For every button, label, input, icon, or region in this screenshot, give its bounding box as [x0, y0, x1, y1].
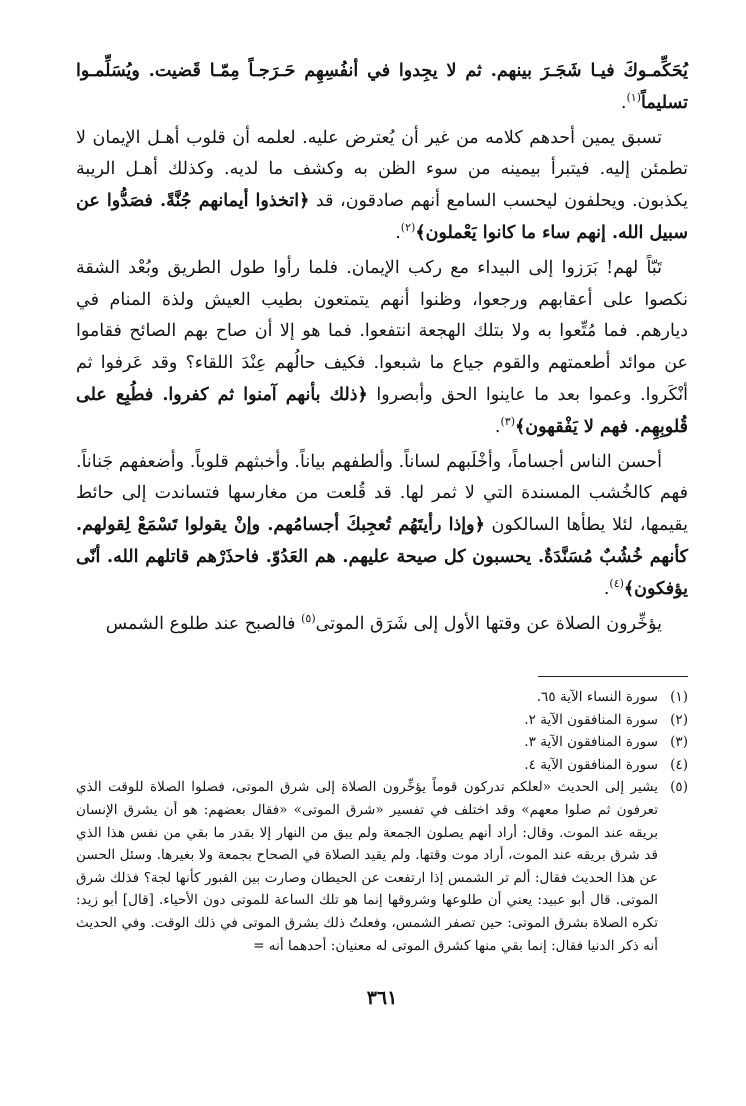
paragraph-2: تسبق يمين أحدهم كلامه من غير أن يُعترض عليه. لعلمه أن قلوب أهـل الإيمان لا تطمئن إليه. فيتبرأ بيمينه من سوء الظن به وكشف ما لديه. وكذلك أهـل الريبة يكذبون. ويحلفون ليحسب السامع أنهم صادقون، قد ﴿اتخذوا أيمانهم جُنَّةً. فصَدُّوا عن سبيل الله. إنهم ساء ما كانوا يَعْملون﴾$^{(٢)}$.: [76, 127, 688, 243]
paragraph-text: يؤخِّرون الصلاة عن وقتها الأول إلى شَرَق الموتى: [315, 613, 662, 634]
page-number: ٣٦١: [366, 987, 398, 1009]
footnote-divider: [538, 676, 688, 677]
quran-verse: ﴿ذلك بأنهم آمنوا ثم كفروا. فطُبِع على قُلوبِهِم. فهم لا يَفْقهون﴾: [76, 384, 688, 437]
footnote-number: (٤): [670, 756, 688, 773]
paragraph-3: تَبّاً لهم! بَرَزوا إلى البيداء مع ركب الإيمان. فلما رأوا طول الطريق وبُعْد الشقة نكصوا على أعقابهم ورجعوا، وظنوا أنهم يتمتعون بطيب العيش ولذة المنام في ديارهم. فما مُتِّعوا به ولا بتلك الهجعة انتفعوا. فما هو إلا أن صاح بهم الصائح فقاموا عن موائد أطعمتهم والقوم جياع ما شبعوا. فكيف حالُهم عِنْدَ اللقاء؟ وقد عَرفوا ثم أنْكَروا. وعموا بعد ما عاينوا الحق وأبصروا ﴿ذلك بأنهم آمنوا ثم كفروا. فطُبِع على قُلوبِهِم. فهم لا يَفْقهون﴾$^{(٣)}$.: [76, 257, 688, 437]
book-page: [76, 56, 688, 1056]
footnote-2: [76, 709, 688, 732]
paragraph-text: أحسن الناس أجساماً، وأخْلَبهم لساناً. وألطفهم بياناً. وأخبثهم قلوباً. وأضعفهم جَناناً. فهم كالخُشب المسندة التي لا ثمر لها. قد قُلعت من مغارسها فتساندت إلى حائط يقيمها، لئلا يطأها السالكون: [76, 451, 688, 536]
footnote-number: (١): [670, 689, 688, 705]
quran-verse: ﴿وإذا رأيتَهُم تُعجِبكَ أجسامُهم. وإنْ يقولوا تَسْمَعْ لِقولهم. كأنهم خُشُبٌ مُسَنَّدَةٌ. يحسبون كل صيحة عليهم. هم العَدُوّ. فاحذَرْهم قاتلهم الله. أنّى يؤفكون﴾: [76, 515, 688, 599]
paragraph-text: تَبّاً لهم! بَرَزوا إلى البيداء مع ركب الإيمان. فلما رأوا طول الطريق وبُعْد الشقة نكصوا على أعقابهم ورجعوا، وظنوا أنهم يتمتعون بطيب العيش ولذة المنام في ديارهم. فما مُتِّعوا به ولا بتلك الهجعة انتفعوا. فما هو إلا أن صاح بهم الصائح فقاموا عن موائد أطعمتهم والقوم جياع ما شبعوا. فكيف حالُهم عِنْدَ اللقاء؟ وقد عَرفوا ثم أنْكَروا. وعموا بعد ما عاينوا الحق وأبصروا: [76, 257, 688, 405]
footnote-text: سورة النساء الآية ٦٥.: [536, 689, 658, 705]
footnote-ref: (١): [626, 90, 641, 104]
footnote-text: سورة المنافقون الآية ٤.: [524, 756, 658, 773]
paragraph-text: تسبق يمين أحدهم كلامه من غير أن يُعترض عليه. لعلمه أن قلوب أهـل الإيمان لا تطمئن إليه. فيتبرأ بيمينه من سوء الظن به وكشف ما لديه. وكذلك أهـل الريبة يكذبون. ويحلفون ليحسب السامع أنهم صادقون، قد: [76, 127, 688, 212]
footnote-ref: (٢): [400, 221, 416, 235]
main-text: [76, 56, 688, 640]
quran-verse: يُحَكِّمـوكَ فيـا شَجَـرَ بينهم. ثم لا يجِدوا في أنفُسِهِم حَـرَجـاً مِمّـا قَضيت. ويُسَلِّمـوا تسليماً: [76, 61, 688, 113]
footnote-3: [76, 731, 688, 754]
footnotes: [76, 686, 688, 957]
footnote-ref: (٥): [301, 611, 316, 625]
paragraph-5: يؤخِّرون الصلاة عن وقتها الأول إلى شَرَق الموتى$^{(٥)}$ فالصبح عند طلوع الشمس: [105, 611, 662, 634]
footnote-ref: (٤): [609, 576, 624, 590]
footnote-number: (٥): [670, 779, 688, 796]
footnote-ref: (٣): [500, 414, 515, 428]
footnote-number: (٣): [670, 734, 688, 751]
paragraph-4: أحسن الناس أجساماً، وأخْلَبهم لساناً. وألطفهم بياناً. وأخبثهم قلوباً. وأضعفهم جَناناً. فهم كالخُشب المسندة التي لا ثمر لها. قد قُلعت من مغارسها فتساندت إلى حائط يقيمها، لئلا يطأها السالكون ﴿وإذا رأيتَهُم تُعجِبكَ أجسامُهم. وإنْ يقولوا تَسْمَعْ لِقولهم. كأنهم خُشُبٌ مُسَنَّدَةٌ. يحسبون كل صيحة عليهم. هم العَدُوّ. فاحذَرْهم قاتلهم الله. أنّى يؤفكون﴾$^{(٤)}$.: [76, 451, 688, 599]
footnote-1: [76, 686, 688, 709]
paragraph-1: يُحَكِّمـوكَ فيـا شَجَـرَ بينهم. ثم لا يجِدوا في أنفُسِهِم حَـرَجـاً مِمّـا قَضيت. ويُسَلِّمـوا تسليماً$^{(١)}$.: [76, 61, 688, 113]
footnote-4: [76, 754, 688, 777]
footnote-5: [76, 776, 688, 957]
footnote-text: سورة المنافقون الآية ٢.: [524, 711, 658, 728]
quran-verse: ﴿اتخذوا أيمانهم جُنَّةً. فصَدُّوا عن سبيل الله. إنهم ساء ما كانوا يَعْملون﴾: [76, 191, 688, 243]
footnote-text: سورة المنافقون الآية ٣.: [524, 734, 658, 751]
footnote-text: يشير إلى الحديث «لعلكم تدركون قوماً يؤخِّرون الصلاة إلى شرق الموتى، فصلوا الصلاة للوقت الذي تعرفون ثم صلوا معهم» وقد اختلف في تفسير «شرق الموتى» «فقال بعضهم: هو أن يشرق الإنسان بريقه عند الموت. وقال: أراد أنهم يصلون الجمعة ولم يبق من النهار إلا بقدر ما بقي من نفس هذا الذي قد شرق بريقه عند الموت، أراد موت وقتها. ولم يقيد الصلاة في الصحاح بجمعة ولا بغيرها. وسئل الحسن عن هذا الحديث فقال: ألم تر الشمس إذا ارتفعت عن الحيطان وصارت بين القبور كأنها لجة؟ فذلك شرق الموتى. قال أبو عبيد: يعني أن طلوعها وشروقها إنما هو تلك الساعة للموتى دون الأحياء. [قال] أبو زيد: تكره الصلاة بشرق الموتى: حين تصفر الشمس، وفعلتُ ذلك بشرق الموتى في ذلك الوقت. وفي الحديث أنه ذكر الدنيا فقال: إنما بقي منها كشرق الموتى له معنيان: أحدهما أنه =: [76, 779, 658, 954]
footnote-number: (٢): [670, 711, 688, 728]
